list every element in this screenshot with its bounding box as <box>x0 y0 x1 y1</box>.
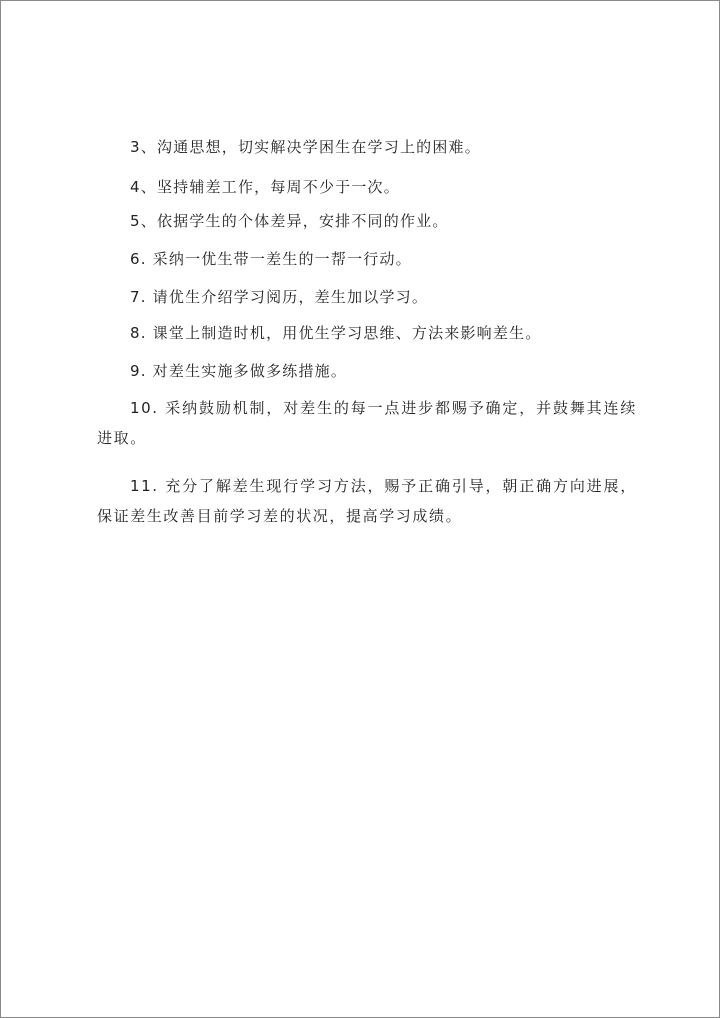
list-item: 7. 请优生介绍学习阅历，差生加以学习。 <box>130 288 429 306</box>
list-item: 8. 课堂上制造时机，用优生学习思维、方法来影响差生。 <box>130 324 542 342</box>
list-item: 10. 采纳鼓励机制，对差生的每一点进步都赐予确定，并鼓舞其连续进取。 <box>97 399 637 447</box>
list-item: 5、依据学生的个体差异，安排不同的作业。 <box>130 212 449 230</box>
list-item: 4、坚持辅差工作，每周不少于一次。 <box>130 178 400 196</box>
list-item: 3、沟通思想，切实解决学困生在学习上的困难。 <box>130 138 481 156</box>
list-item: 9. 对差生实施多做多练措施。 <box>130 362 348 380</box>
list-item: 6. 采纳一优生带一差生的一帮一行动。 <box>130 250 412 268</box>
list-item: 11. 充分了解差生现行学习方法，赐予正确引导，朝正确方向进展，保证差生改善目前学习差的状况，提高学习成绩。 <box>97 477 637 525</box>
